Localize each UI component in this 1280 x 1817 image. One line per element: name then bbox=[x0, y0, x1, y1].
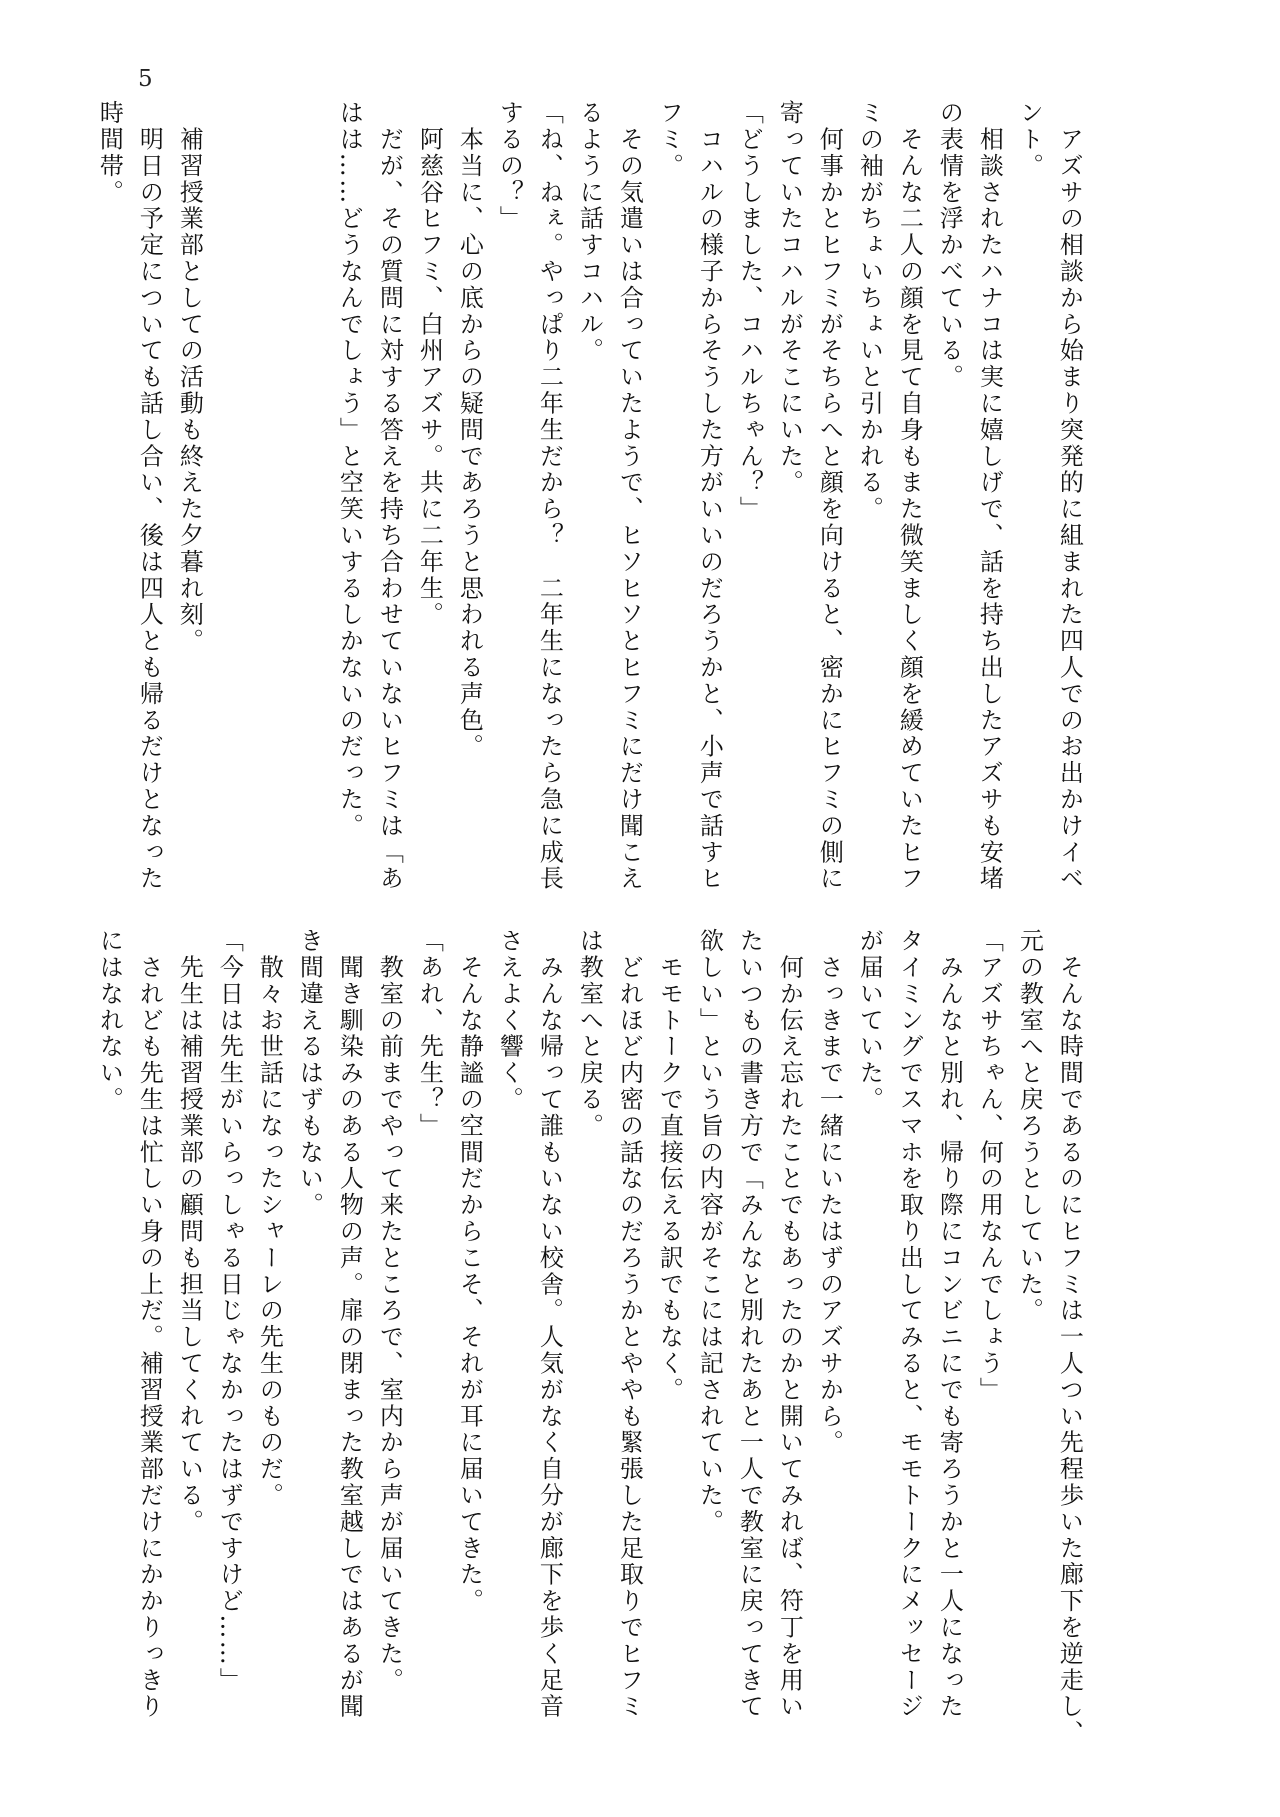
text-line: 「今日は先生がいらっしゃる日じゃなかったはずですけど……」 bbox=[215, 928, 244, 1694]
text-line: そんな静謐の空間だからこそ、それが耳に届いてきた。 bbox=[455, 928, 484, 1615]
text-line: アズサの相談から始まり突発的に組まれた四人でのお出かけイベ bbox=[1055, 100, 1084, 892]
text-line: 散々お世話になったシャーレの先生のものだ。 bbox=[255, 928, 284, 1509]
text-line: そんな二人の顔を見て自身もまた微笑ましく顔を緩めていたヒフ bbox=[895, 100, 924, 892]
text-line: 相談されたハナコは実に嬉しげで、話を持ち出したアズサも安堵 bbox=[975, 100, 1004, 892]
text-line: されども先生は忙しい身の上だ。補習授業部だけにかかりっきり bbox=[135, 928, 164, 1720]
text-line: ミの袖がちょいちょいと引かれる。 bbox=[855, 100, 884, 523]
text-line: 補習授業部としての活動も終えた夕暮れ刻。 bbox=[175, 100, 204, 655]
text-line: ント。 bbox=[1015, 100, 1044, 180]
text-line: 「どうしました、コハルちゃん？」 bbox=[735, 100, 764, 523]
text-line: どれほど内密の話なのだろうかとややも緊張した足取りでヒフミ bbox=[615, 928, 644, 1720]
text-line: みんなと別れ、帰り際にコンビニにでも寄ろうかと一人になった bbox=[935, 928, 964, 1720]
text-line: 「ね、ねぇ。やっぱり二年生だから？ 二年生になったら急に成長 bbox=[535, 100, 564, 892]
text-line: 先生は補習授業部の顧問も担当してくれている。 bbox=[175, 928, 204, 1536]
text-line: は教室へと戻る。 bbox=[575, 928, 604, 1140]
text-line: の表情を浮かべている。 bbox=[935, 100, 964, 391]
text-line: が届いていた。 bbox=[855, 928, 884, 1113]
text-line: 教室の前までやって来たところで、室内から声が届いてきた。 bbox=[375, 928, 404, 1694]
text-line: タイミングでスマホを取り出してみると、モモトークにメッセージ bbox=[895, 928, 924, 1720]
text-line: るように話すコハル。 bbox=[575, 100, 604, 364]
text-line: さっきまで一緒にいたはずのアズサから。 bbox=[815, 928, 844, 1456]
text-line: 聞き馴染みのある人物の声。扉の閉まった教室越しではあるが聞 bbox=[335, 928, 364, 1720]
text-line: だが、その質問に対する答えを持ち合わせていないヒフミは「あ bbox=[375, 100, 404, 892]
text-line: 何か伝え忘れたことでもあったのかと開いてみれば、符丁を用い bbox=[775, 928, 804, 1720]
text-line: そんな時間であるのにヒフミは一人つい先程歩いた廊下を逆走し、 bbox=[1055, 928, 1084, 1747]
text-line: 寄っていたコハルがそこにいた。 bbox=[775, 100, 804, 496]
text-line: 「アズサちゃん、何の用なんでしょう」 bbox=[975, 928, 1004, 1404]
text-line: 阿慈谷ヒフミ、白州アズサ。共に二年生。 bbox=[415, 100, 444, 628]
text-line: き間違えるはずもない。 bbox=[295, 928, 324, 1219]
text-line: 時間帯。 bbox=[95, 100, 124, 206]
text-line: 明日の予定についても話し合い、後は四人とも帰るだけとなった bbox=[135, 100, 164, 892]
upper-text-block bbox=[0, 100, 1280, 900]
text-line: 元の教室へと戻ろうとしていた。 bbox=[1015, 928, 1044, 1324]
text-line: 何事かとヒフミがそちらへと顔を向けると、密かにヒフミの側に bbox=[815, 100, 844, 892]
text-line: コハルの様子からそうした方がいいのだろうかと、小声で話すヒ bbox=[695, 100, 724, 892]
text-line: 本当に、心の底からの疑問であろうと思われる声色。 bbox=[455, 100, 484, 760]
page-number: 5 bbox=[138, 66, 153, 92]
text-line: するの？」 bbox=[495, 100, 524, 232]
text-line: さえよく響く。 bbox=[495, 928, 524, 1113]
text-line: モモトークで直接伝える訳でもなく。 bbox=[655, 928, 684, 1404]
text-line: フミ。 bbox=[655, 100, 684, 180]
lower-text-block bbox=[0, 928, 1280, 1747]
text-line: その気遣いは合っていたようで、ヒソヒソとヒフミにだけ聞こえ bbox=[615, 100, 644, 892]
text-line: たいつもの書き方で「みんなと別れたあと一人で教室に戻ってきて bbox=[735, 928, 764, 1720]
text-line: はは……どうなんでしょう」と空笑いするしかないのだった。 bbox=[335, 100, 364, 840]
text-line: みんな帰って誰もいない校舎。人気がなく自分が廊下を歩く足音 bbox=[535, 928, 564, 1720]
text-line: 欲しい」という旨の内容がそこには記されていた。 bbox=[695, 928, 724, 1536]
text-line: にはなれない。 bbox=[95, 928, 124, 1113]
text-line: 「あれ、先生？」 bbox=[415, 928, 444, 1140]
